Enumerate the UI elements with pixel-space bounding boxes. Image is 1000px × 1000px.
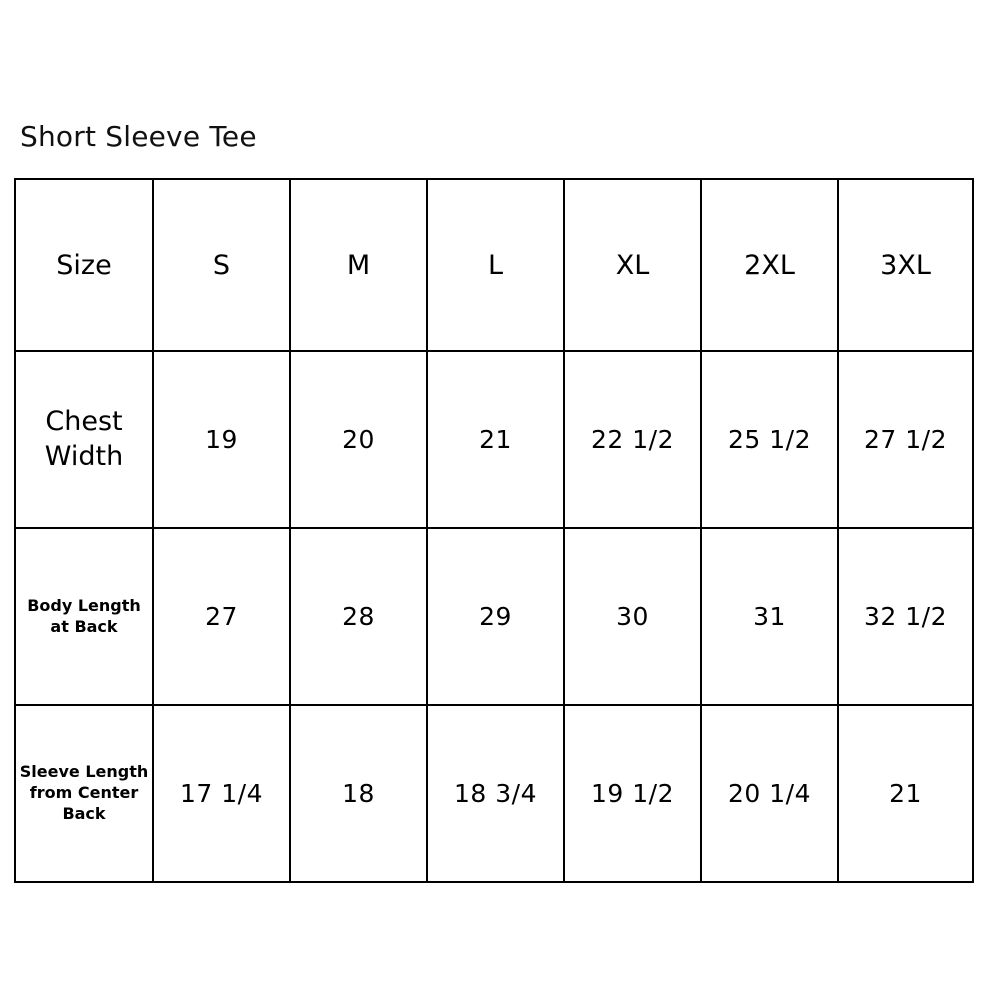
cell-chest-2xl: 25 1/2 bbox=[701, 351, 838, 528]
row-label-line: Sleeve Length bbox=[19, 762, 149, 782]
table-row bbox=[15, 528, 973, 705]
cell-sleeve-s: 17 1/4 bbox=[153, 705, 290, 882]
cell-chest-l: 21 bbox=[427, 351, 564, 528]
cell-body-xl: 30 bbox=[564, 528, 701, 705]
cell-body-3xl: 32 1/2 bbox=[838, 528, 973, 705]
cell-sleeve-2xl: 20 1/4 bbox=[701, 705, 838, 882]
table-row bbox=[15, 705, 973, 882]
row-label-line: Body Length bbox=[27, 595, 141, 615]
row-label-line: Chest bbox=[45, 405, 123, 437]
row-label-chest-width bbox=[15, 351, 153, 528]
row-label-sleeve-length-from-center-back bbox=[15, 705, 153, 882]
cell-sleeve-3xl: 21 bbox=[838, 705, 973, 882]
size-chart-table bbox=[14, 178, 974, 883]
cell-sleeve-xl: 19 1/2 bbox=[564, 705, 701, 882]
row-label-body-length-at-back bbox=[15, 528, 153, 705]
cell-sleeve-m: 18 bbox=[290, 705, 427, 882]
row-label-line: Back bbox=[62, 803, 106, 823]
row-label-line: at Back bbox=[50, 616, 118, 636]
cell-sleeve-l: 18 3/4 bbox=[427, 705, 564, 882]
header-cell-size: Size bbox=[15, 179, 153, 351]
cell-body-l: 29 bbox=[427, 528, 564, 705]
header-cell-l: L bbox=[427, 179, 564, 351]
cell-chest-m: 20 bbox=[290, 351, 427, 528]
table-row bbox=[15, 351, 973, 528]
row-label-line: from Center bbox=[29, 783, 139, 803]
header-cell-s: S bbox=[153, 179, 290, 351]
table-header-row bbox=[15, 179, 973, 351]
header-cell-xl: XL bbox=[564, 179, 701, 351]
cell-chest-3xl: 27 1/2 bbox=[838, 351, 973, 528]
cell-body-s: 27 bbox=[153, 528, 290, 705]
cell-body-m: 28 bbox=[290, 528, 427, 705]
cell-chest-s: 19 bbox=[153, 351, 290, 528]
header-cell-m: M bbox=[290, 179, 427, 351]
page-title: Short Sleeve Tee bbox=[20, 120, 257, 153]
header-cell-2xl: 2XL bbox=[701, 179, 838, 351]
header-cell-3xl: 3XL bbox=[838, 179, 973, 351]
row-label-line: Width bbox=[44, 440, 124, 472]
cell-chest-xl: 22 1/2 bbox=[564, 351, 701, 528]
cell-body-2xl: 31 bbox=[701, 528, 838, 705]
